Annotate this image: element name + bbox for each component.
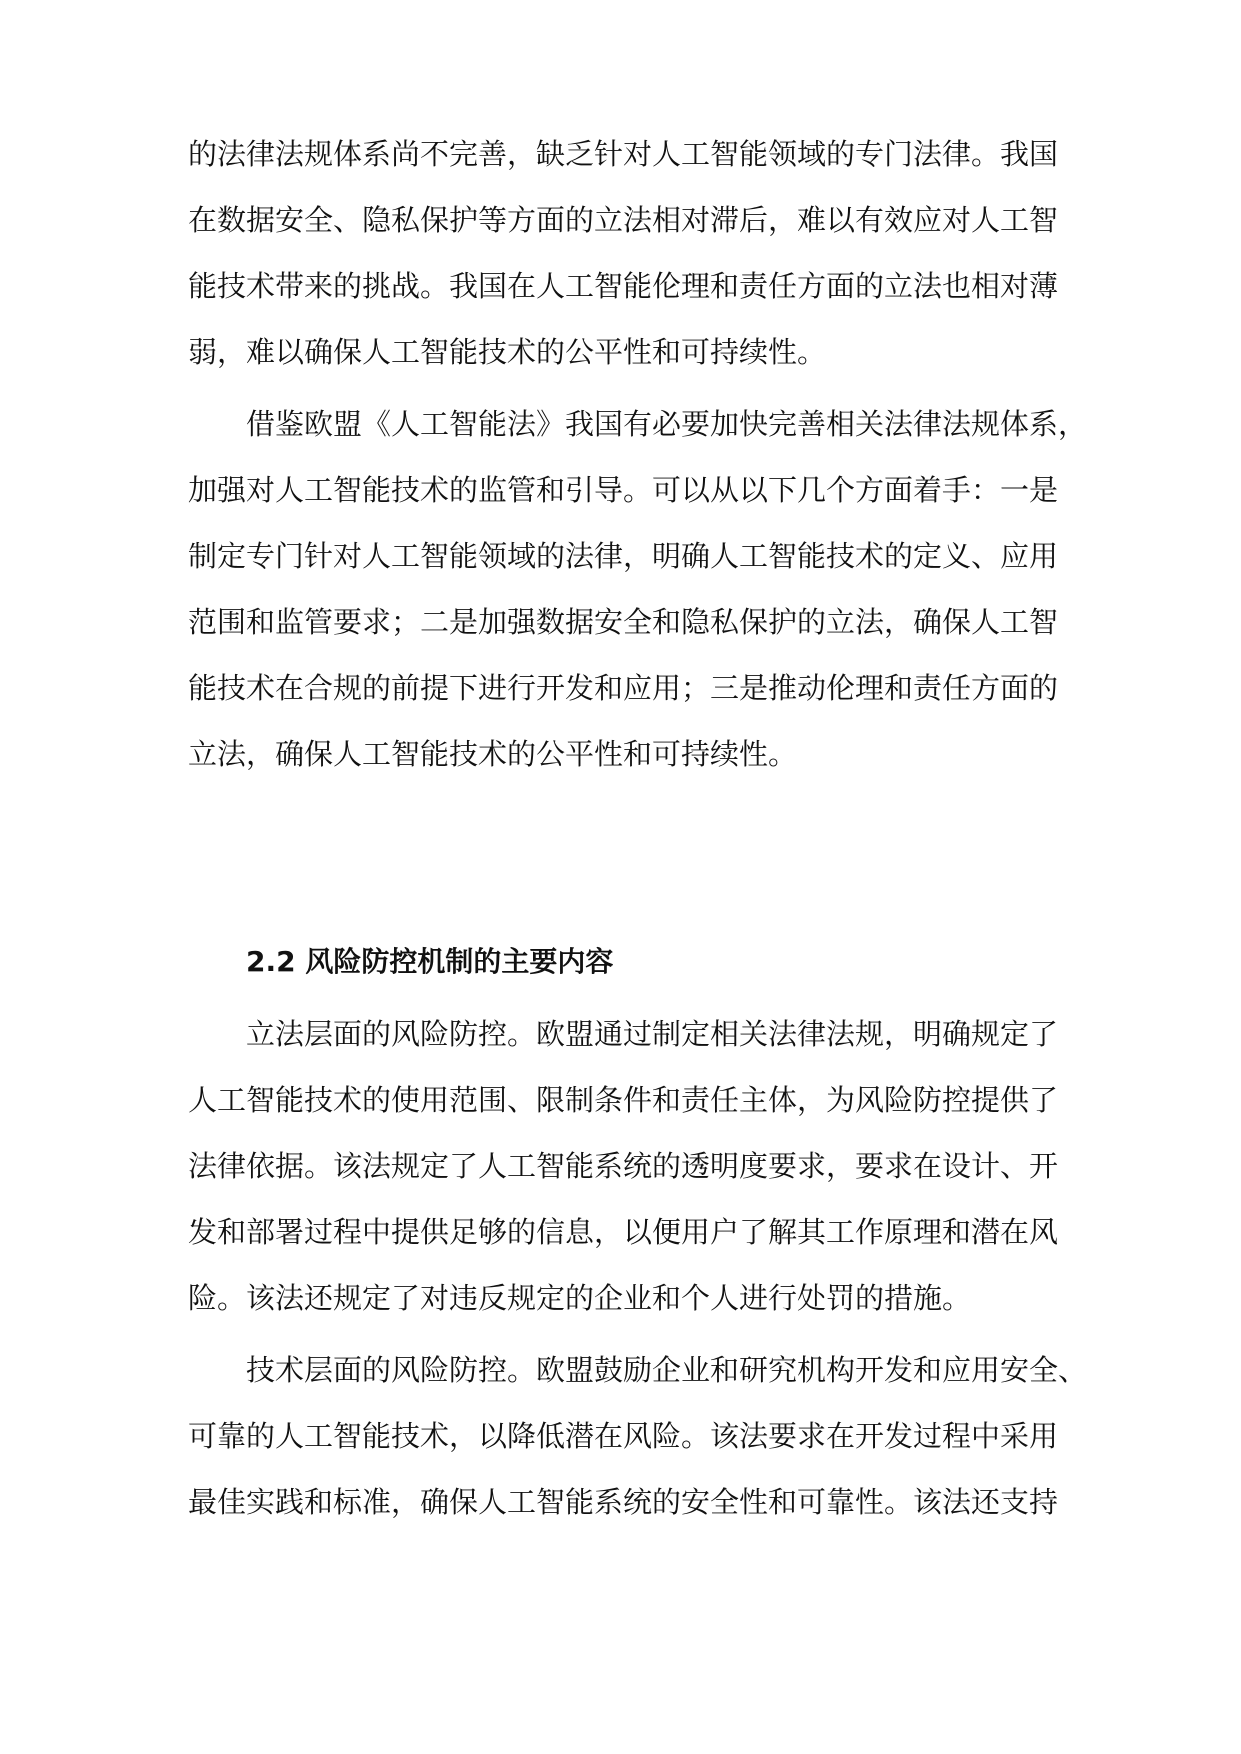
paragraph-4-line-2: 可靠的人工智能技术，以降低潜在风险。该法要求在开发过程中采用 <box>188 1419 1059 1453</box>
paragraph-1-line-3: 能技术带来的挑战。我国在人工智能伦理和责任方面的立法也相对薄 <box>188 269 1059 303</box>
paragraph-4-line-1: 技术层面的风险防控。欧盟鼓励企业和研究机构开发和应用安全、 <box>246 1353 1088 1387</box>
paragraph-3-line-3: 法律依据。该法规定了人工智能系统的透明度要求，要求在设计、开 <box>188 1149 1059 1183</box>
paragraph-2-line-2: 加强对人工智能技术的监管和引导。可以从以下几个方面着手：一是 <box>188 473 1059 507</box>
paragraph-3-line-5: 险。该法还规定了对违反规定的企业和个人进行处罚的措施。 <box>188 1281 972 1315</box>
paragraph-2-line-1: 借鉴欧盟《人工智能法》我国有必要加快完善相关法律法规体系， <box>246 407 1088 441</box>
paragraph-1-line-1: 的法律法规体系尚不完善，缺乏针对人工智能领域的专门法律。我国 <box>188 137 1059 171</box>
paragraph-2-line-3: 制定专门针对人工智能领域的法律，明确人工智能技术的定义、应用 <box>188 539 1059 573</box>
paragraph-3-line-4: 发和部署过程中提供足够的信息，以便用户了解其工作原理和潜在风 <box>188 1215 1059 1249</box>
paragraph-4-line-3: 最佳实践和标准，确保人工智能系统的安全性和可靠性。该法还支持 <box>188 1485 1059 1519</box>
paragraph-1-line-2: 在数据安全、隐私保护等方面的立法相对滞后，难以有效应对人工智 <box>188 203 1059 237</box>
paragraph-2-line-5: 能技术在合规的前提下进行开发和应用；三是推动伦理和责任方面的 <box>188 671 1059 705</box>
paragraph-3-line-1: 立法层面的风险防控。欧盟通过制定相关法律法规，明确规定了 <box>246 1017 1059 1051</box>
paragraph-1-line-4: 弱，难以确保人工智能技术的公平性和可持续性。 <box>188 335 827 369</box>
paragraph-3-line-2: 人工智能技术的使用范围、限制条件和责任主体，为风险防控提供了 <box>188 1083 1059 1117</box>
paragraph-2-line-6: 立法，确保人工智能技术的公平性和可持续性。 <box>188 737 798 771</box>
paragraph-2-line-4: 范围和监管要求；二是加强数据安全和隐私保护的立法，确保人工智 <box>188 605 1059 639</box>
section-heading: 2.2 风险防控机制的主要内容 <box>246 945 614 978</box>
